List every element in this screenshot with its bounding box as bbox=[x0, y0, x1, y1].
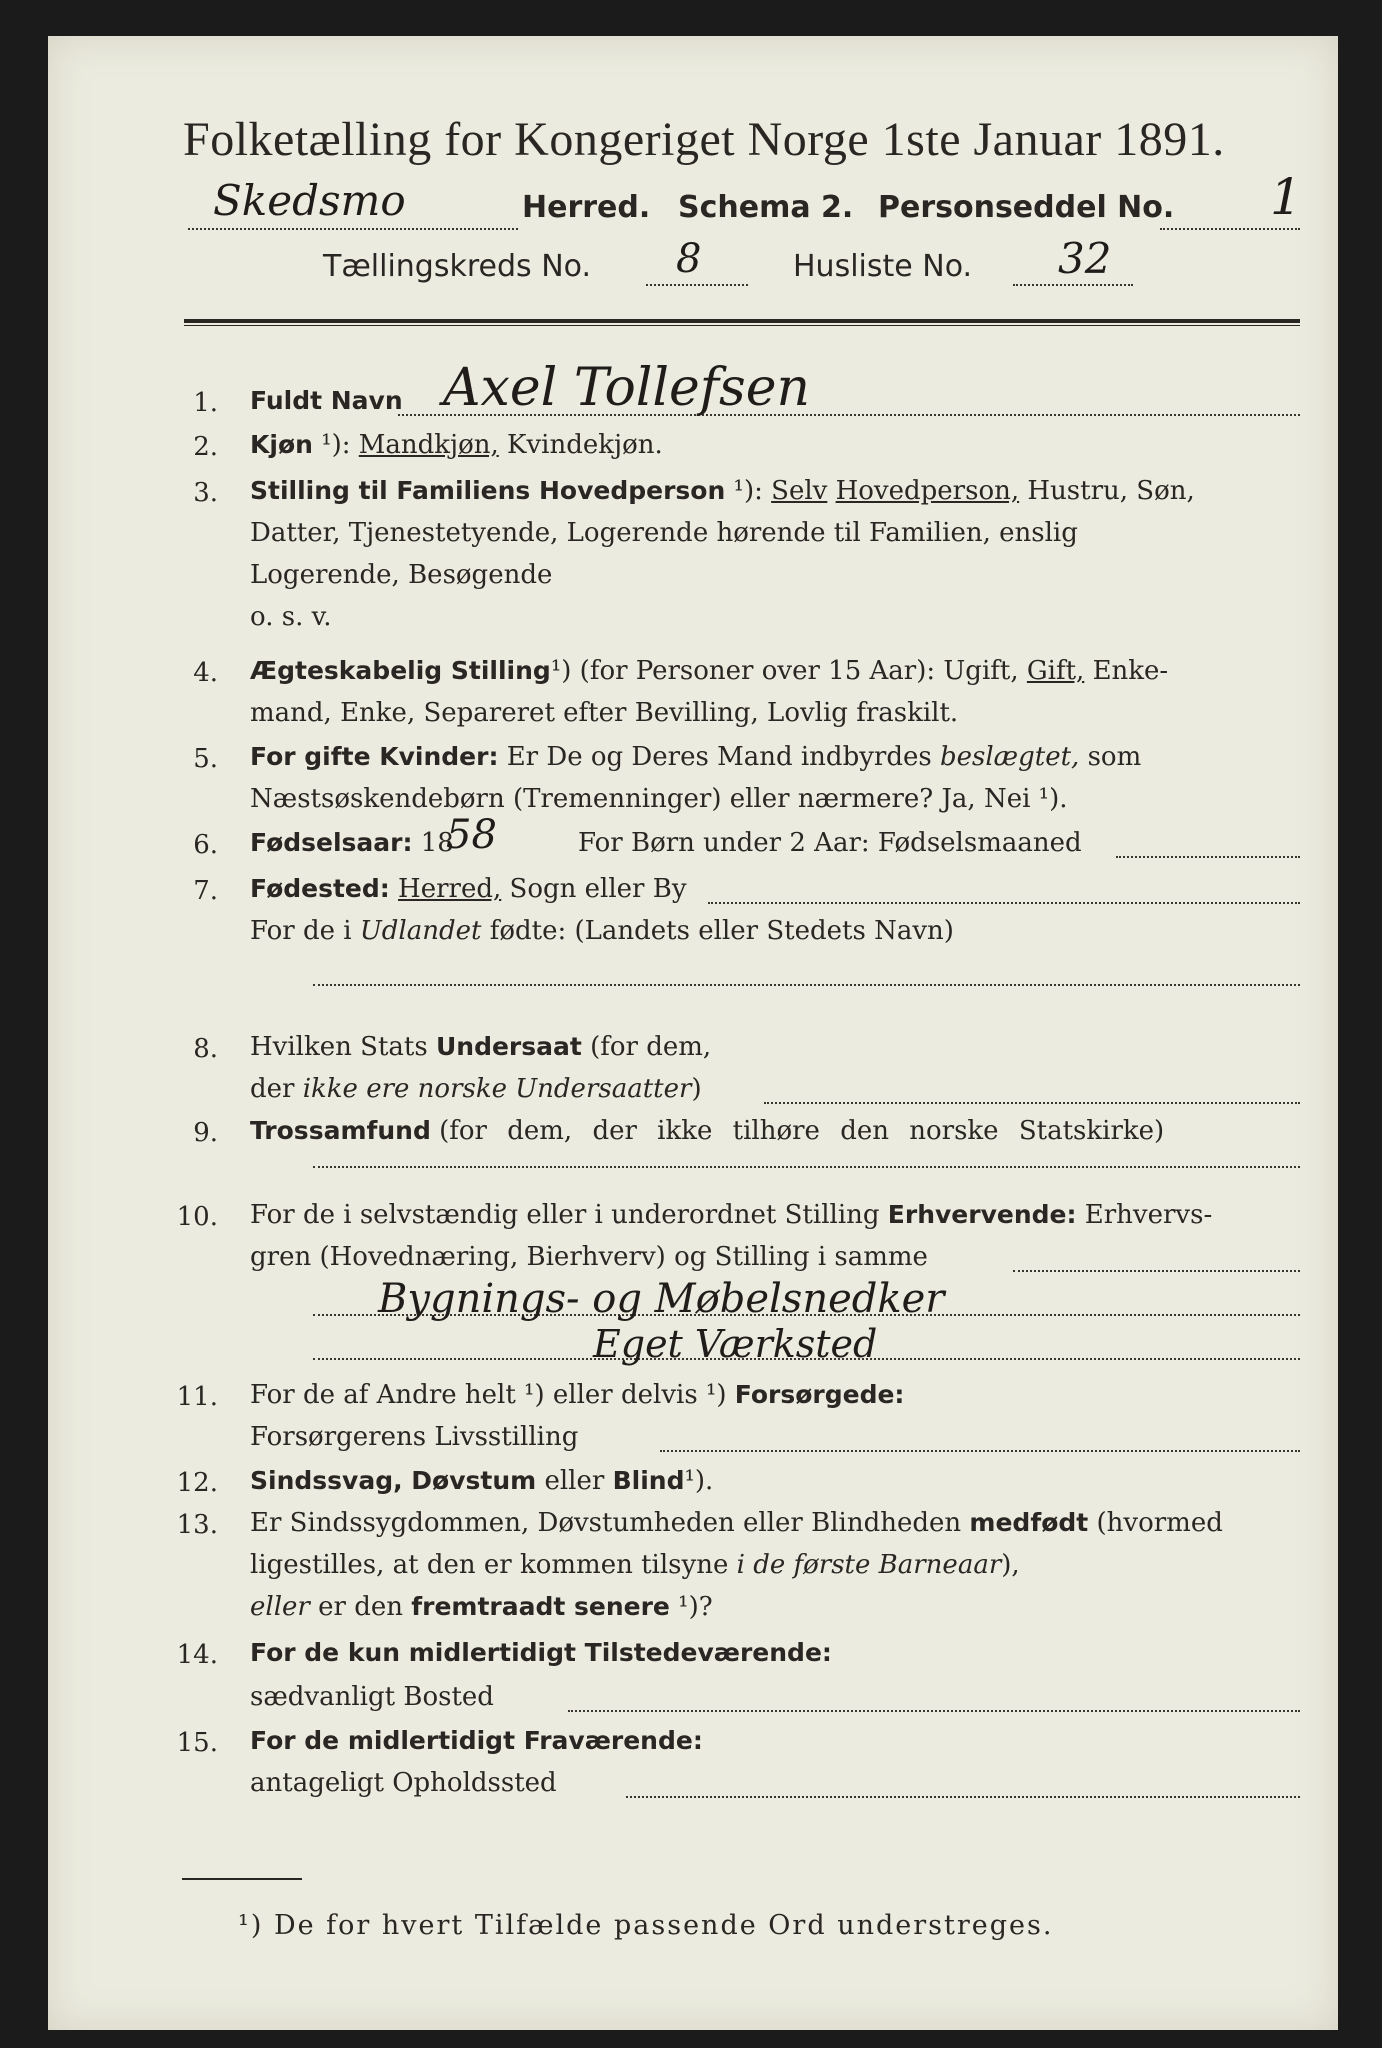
row-number: 9. bbox=[193, 1118, 218, 1148]
marital-status-line2: mand, Enke, Separeret efter Bevilling, Lovlig fraskilt. bbox=[250, 698, 959, 728]
marital-status-row: Ægteskabelig Stilling¹) (for Personer over 15 Aar): Ugift, Gift, Enke- bbox=[250, 656, 1169, 686]
birth-year-value: 58 bbox=[446, 812, 497, 858]
married-women-row: For gifte Kvinder: Er De og Deres Mand indbyrdes beslægtet, som bbox=[250, 742, 1142, 772]
footnote-rule bbox=[182, 1878, 302, 1880]
temporary-present-line2: sædvanligt Bosted bbox=[250, 1682, 494, 1712]
birthplace-row: Fødested: Herred, Sogn eller By bbox=[250, 874, 687, 904]
family-position-line3: Logerende, Besøgende bbox=[250, 560, 553, 590]
religion-row: Trossamfund (for dem, der ikke tilhøre den norske Statskirke) bbox=[250, 1116, 1165, 1146]
family-position-line2: Datter, Tjenestetyende, Logerende hørende til Familien, enslig bbox=[250, 518, 1078, 548]
full-name-value: Axel Tollefsen bbox=[443, 358, 810, 418]
congenital-line3: eller er den fremtraadt senere ¹)? bbox=[250, 1592, 713, 1622]
family-position-row: Stilling til Familiens Hovedperson ¹): Selv Hovedperson, Hustru, Søn, bbox=[250, 476, 1195, 506]
taellingskreds-value: 8 bbox=[676, 236, 702, 282]
row-number: 14. bbox=[176, 1640, 218, 1670]
family-position-line4: o. s. v. bbox=[250, 602, 332, 632]
birth-month-label: For Børn under 2 Aar: Fødselsmaaned bbox=[578, 828, 1082, 858]
occupation-row: For de i selvstændig eller i underordnet Stilling Erhvervende: Erhvervs- bbox=[250, 1200, 1213, 1230]
birth-year-row: Fødselsaar: 18 bbox=[250, 828, 454, 858]
row-number: 5. bbox=[193, 744, 218, 774]
personseddel-label: Personseddel No. bbox=[878, 190, 1175, 225]
footnote: ¹) De for hvert Tilfælde passende Ord understreges. bbox=[238, 1910, 1054, 1941]
dependents-line2: Forsørgerens Livsstilling bbox=[250, 1422, 579, 1452]
temporary-absent-line2: antageligt Opholdssted bbox=[250, 1768, 557, 1798]
temporary-present-row: For de kun midlertidigt Tilstedeværende: bbox=[250, 1638, 832, 1667]
citizenship-line2: der ikke ere norske Undersaatter) bbox=[250, 1074, 702, 1104]
row-number: 12. bbox=[176, 1468, 218, 1498]
husliste-value: 32 bbox=[1058, 234, 1112, 283]
husliste-label: Husliste No. bbox=[793, 249, 973, 284]
full-name-label: Fuldt Navn bbox=[250, 386, 403, 415]
herred-label: Herred. bbox=[522, 190, 651, 225]
row-number: 6. bbox=[193, 830, 218, 860]
married-women-line2: Næstsøskendebørn (Tremenninger) eller nærmere? Ja, Nei ¹). bbox=[250, 784, 1068, 814]
census-form-sheet bbox=[48, 36, 1338, 2030]
row-number: 4. bbox=[193, 658, 218, 688]
citizenship-row: Hvilken Stats Undersaat (for dem, bbox=[250, 1032, 712, 1062]
congenital-row: Er Sindssygdommen, Døvstumheden eller Blindheden medfødt (hvormed bbox=[250, 1508, 1223, 1538]
form-title: Folketælling for Kongeriget Norge 1ste Januar 1891. bbox=[183, 113, 1225, 166]
row-number: 3. bbox=[193, 478, 218, 508]
schema-label: Schema 2. bbox=[678, 190, 854, 225]
row-number: 15. bbox=[176, 1728, 218, 1758]
row-number: 11. bbox=[176, 1382, 218, 1412]
temporary-absent-row: For de midlertidigt Fraværende: bbox=[250, 1726, 703, 1755]
disability-row: Sindssvag, Døvstum eller Blind¹). bbox=[250, 1466, 714, 1496]
header-rule bbox=[184, 319, 1300, 323]
row-number: 13. bbox=[176, 1510, 218, 1540]
row-number: 2. bbox=[193, 432, 218, 462]
congenital-line2: ligestilles, at den er kommen tilsyne i de første Barneaar), bbox=[250, 1550, 1020, 1580]
sex-option-male: Mandkjøn, bbox=[358, 430, 499, 460]
occupation-line2: gren (Hovednæring, Bierhverv) og Stilling i samme bbox=[250, 1242, 928, 1272]
dependents-row: For de af Andre helt ¹) eller delvis ¹) Forsørgede: bbox=[250, 1380, 905, 1410]
taellingskreds-label: Tællingskreds No. bbox=[323, 249, 591, 284]
row-number: 1. bbox=[193, 388, 218, 418]
row-number: 10. bbox=[176, 1202, 218, 1232]
birthplace-line2: For de i Udlandet fødte: (Landets eller Stedets Navn) bbox=[250, 916, 954, 946]
occupation-value-1: Bygnings- og Møbelsnedker bbox=[378, 1276, 945, 1322]
sex-option-female: Kvindekjøn. bbox=[507, 430, 663, 460]
row-number: 7. bbox=[193, 876, 218, 906]
occupation-value-2: Eget Værksted bbox=[593, 1322, 878, 1366]
row-number: 8. bbox=[193, 1034, 218, 1064]
sex-row: Kjøn ¹): Mandkjøn, Kvindekjøn. bbox=[250, 430, 663, 460]
personseddel-value: 1 bbox=[1270, 168, 1302, 226]
place-handwritten: Skedsmo bbox=[213, 176, 406, 225]
